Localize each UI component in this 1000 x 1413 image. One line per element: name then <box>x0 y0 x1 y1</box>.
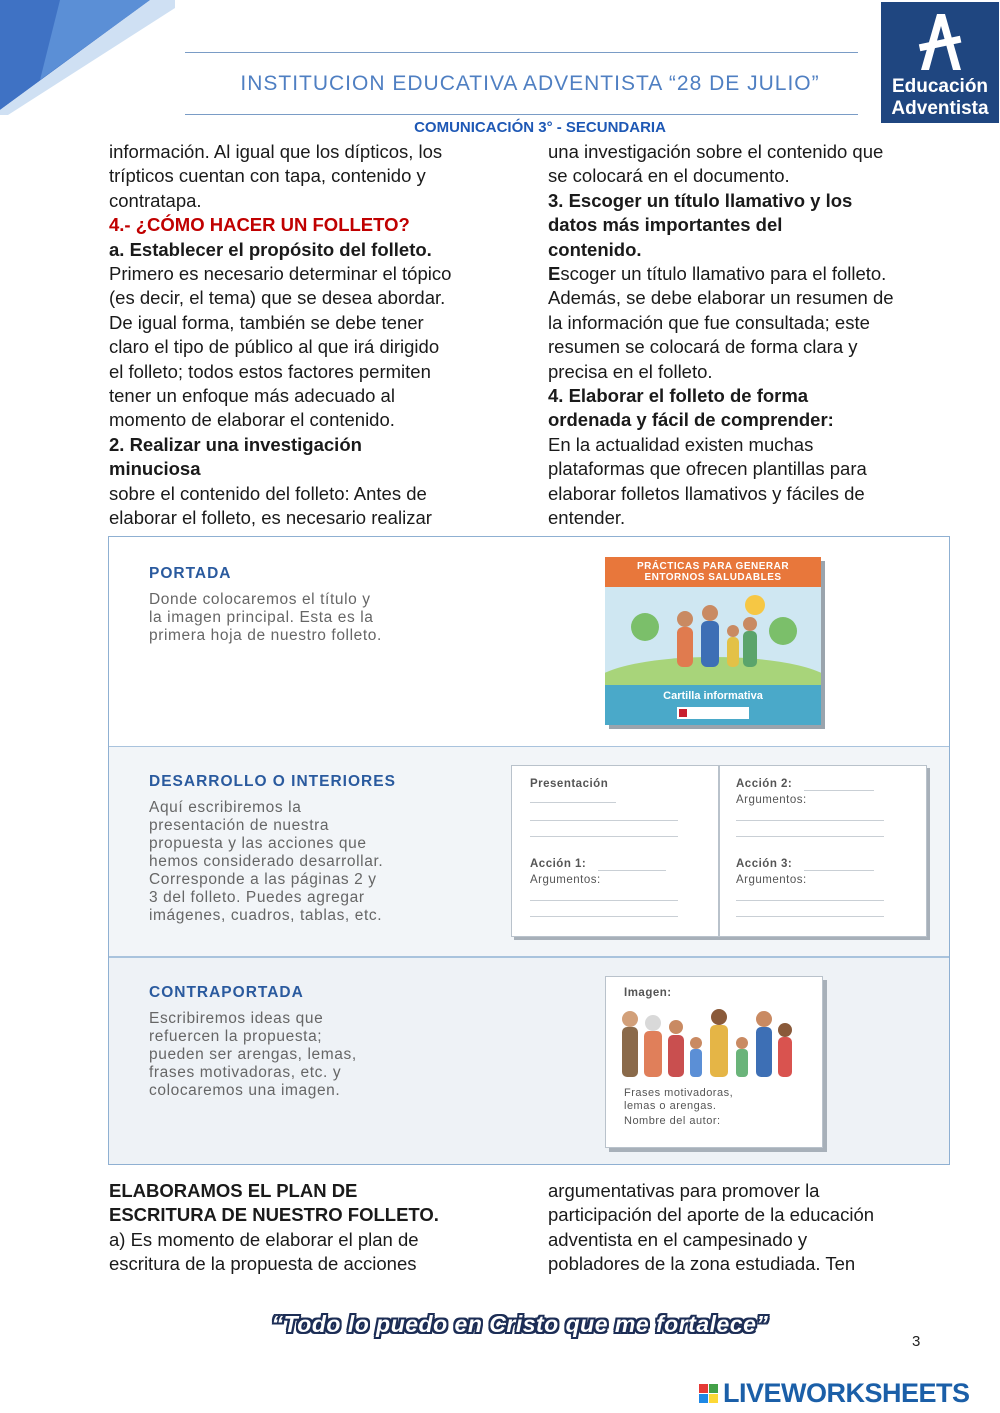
text-line: elaborar folletos llamativos y fáciles de <box>548 482 865 504</box>
portada-title: PORTADA <box>149 565 232 582</box>
text-line: claro el tipo de público al que irá dirigido <box>109 336 440 358</box>
header-rule-top <box>185 52 858 53</box>
write-line <box>530 836 678 837</box>
text-line: pobladores de la zona estudiada. Ten <box>548 1253 856 1275</box>
desarrollo-text: Aquí escribiremos la <box>149 799 302 816</box>
contraportada-text: Escribiremos ideas que <box>149 1010 324 1027</box>
text-span: scoger un título llamativo para el folleto. <box>560 263 887 285</box>
frases-label: Frases motivadoras, <box>624 1087 734 1099</box>
cover-footer <box>605 685 821 725</box>
write-line <box>736 900 884 901</box>
portada-text: la imagen principal. Esta es la <box>149 609 374 626</box>
write-line <box>598 870 666 871</box>
step-3-heading: 3. Escoger un título llamativo y los <box>548 189 853 211</box>
contraportada-panel <box>109 958 949 1164</box>
plan-heading-cont: ESCRITURA DE NUESTRO FOLLETO. <box>109 1204 439 1226</box>
desarrollo-text: 3 del folleto. Puedes agregar <box>149 889 365 906</box>
text-line: información. Al igual que los dípticos, los <box>109 141 443 162</box>
write-line <box>530 900 678 901</box>
step-2-heading: 2. Realizar una investigación <box>109 433 362 455</box>
write-line <box>804 870 874 871</box>
cover-caption: Cartilla informativa <box>663 690 763 702</box>
lemas-label: lemas o arengas. <box>624 1100 717 1112</box>
text-line: precisa en el folleto. <box>548 360 713 382</box>
text-line: contratapa. <box>109 189 202 211</box>
back-cover-illustration <box>605 976 823 1148</box>
interior-pages-illustration <box>511 765 927 937</box>
logo-square-icon <box>709 1384 718 1393</box>
imagen-label: Imagen: <box>624 987 672 999</box>
desarrollo-text: imágenes, cuadros, tablas, etc. <box>149 907 383 924</box>
argumentos-label: Argumentos: <box>736 794 807 806</box>
contraportada-title: CONTRAPORTADA <box>149 984 304 1001</box>
cover-band-line-1: PRÁCTICAS PARA GENERAR <box>636 561 790 572</box>
write-line <box>804 790 874 791</box>
cover-band-line-2: ENTORNOS SALUDABLES <box>644 572 782 583</box>
portada-text: primera hoja de nuestro folleto. <box>149 627 382 644</box>
contraportada-text: colocaremos una imagen. <box>149 1082 341 1099</box>
adventist-logo <box>881 2 999 123</box>
text-line: En la actualidad existen muchas <box>548 433 814 455</box>
page-number: 3 <box>912 1333 921 1350</box>
family-illustration <box>605 587 821 685</box>
institution-title: INSTITUCION EDUCATIVA ADVENTISTA “28 DE JULIO” <box>240 72 820 95</box>
logo-square-icon <box>699 1394 708 1403</box>
header-rule-bottom <box>185 114 858 115</box>
text-line: De igual forma, también se debe tener <box>109 311 424 333</box>
accion-2-label: Acción 2: <box>736 778 793 790</box>
cover-illustration <box>605 557 821 725</box>
plan-right-column <box>548 1179 948 1277</box>
text-line: una investigación sobre el contenido que <box>548 141 884 162</box>
step-2-heading-cont: minuciosa <box>109 458 201 480</box>
write-line <box>736 916 884 917</box>
desarrollo-text: presentación de nuestra <box>149 817 330 834</box>
argumentos-label: Argumentos: <box>530 874 601 886</box>
text-line: sobre el contenido del folleto: Antes de <box>109 482 427 504</box>
drop-letter: E <box>548 263 561 285</box>
text-line: plataformas que ofrecen plantillas para <box>548 458 867 480</box>
argumentos-label: Argumentos: <box>736 874 807 886</box>
contraportada-text: refuercen la propuesta; <box>149 1028 323 1045</box>
cover-band <box>605 557 821 587</box>
desarrollo-title: DESARROLLO O INTERIORES <box>149 773 396 790</box>
text-line: tener un enfoque más adecuado al <box>109 385 395 407</box>
subject-title: COMUNICACIÓN 3° - SECUNDARIA <box>414 119 666 136</box>
text-line: Además, se debe elaborar un resumen de <box>548 287 894 309</box>
text-line: momento de elaborar el contenido. <box>109 409 395 431</box>
text-line: Primero es necesario determinar el tópico <box>109 263 452 285</box>
text-line <box>548 262 948 286</box>
step-4-heading-cont: ordenada y fácil de comprender: <box>548 409 834 431</box>
text-line: el folleto; todos estos factores permiten <box>109 360 431 382</box>
presentacion-label: Presentación <box>530 778 609 790</box>
desarrollo-panel <box>109 747 949 958</box>
text-line: adventista en el campesinado y <box>548 1228 808 1250</box>
desarrollo-text: hemos considerado desarrollar. <box>149 853 384 870</box>
accion-3-label: Acción 3: <box>736 858 793 870</box>
text-line: argumentativas para promover la <box>548 1180 820 1201</box>
desarrollo-text: Corresponde a las páginas 2 y <box>149 871 377 888</box>
write-line <box>530 820 678 821</box>
text-line: participación del aporte de la educación <box>548 1204 875 1226</box>
logo-line-1: Educación <box>891 76 989 97</box>
section-heading: 4.- ¿CÓMO HACER UN FOLLETO? <box>109 214 410 236</box>
step-a-heading: a. Establecer el propósito del folleto. <box>109 238 432 260</box>
desarrollo-text: propuesta y las acciones que <box>149 835 367 852</box>
write-line <box>736 820 884 821</box>
brochure-structure-figure <box>108 536 950 1165</box>
text-line: escritura de la propuesta de acciones <box>109 1253 417 1275</box>
step-3-heading-end: contenido. <box>548 238 642 260</box>
plan-left-column <box>109 1179 509 1277</box>
right-column <box>548 140 948 531</box>
logo-square-icon <box>709 1394 718 1403</box>
text-line: entender. <box>548 507 626 529</box>
cover-seal <box>677 707 749 719</box>
accion-1-label: Acción 1: <box>530 858 587 870</box>
left-column <box>109 140 509 531</box>
write-line <box>736 836 884 837</box>
autor-label: Nombre del autor: <box>624 1115 721 1127</box>
text-line: se colocará en el documento. <box>548 165 790 187</box>
page-fold <box>718 766 720 936</box>
portada-text: Donde colocaremos el título y <box>149 591 371 608</box>
text-line: elaborar el folleto, es necesario realizar <box>109 507 432 529</box>
text-line: trípticos cuentan con tapa, contenido y <box>109 165 426 187</box>
watermark-text: LIVEWORKSHEETS <box>723 1378 970 1408</box>
motto-banner: “Todo lo puedo en Cristo que me fortalece” <box>271 1311 769 1337</box>
family-group-illustration <box>614 1005 814 1085</box>
liveworksheets-watermark[interactable] <box>697 1378 997 1410</box>
text-line: resumen se colocará de forma clara y <box>548 336 858 358</box>
text-line: la información que fue consultada; este <box>548 311 870 333</box>
flame-icon <box>915 12 965 72</box>
contraportada-text: frases motivadoras, etc. y <box>149 1064 342 1081</box>
portada-panel <box>109 537 949 748</box>
step-3-heading-cont: datos más importantes del <box>548 214 783 236</box>
text-line: (es decir, el tema) que se desea abordar. <box>109 287 446 309</box>
contraportada-text: pueden ser arengas, lemas, <box>149 1046 357 1063</box>
plan-heading: ELABORAMOS EL PLAN DE <box>109 1180 358 1201</box>
write-line <box>530 802 616 803</box>
corner-decoration <box>0 0 175 115</box>
logo-line-2: Adventista <box>891 98 989 119</box>
text-line: a) Es momento de elaborar el plan de <box>109 1228 419 1250</box>
logo-square-icon <box>699 1384 708 1393</box>
step-4-heading: 4. Elaborar el folleto de forma <box>548 385 809 407</box>
write-line <box>530 916 678 917</box>
